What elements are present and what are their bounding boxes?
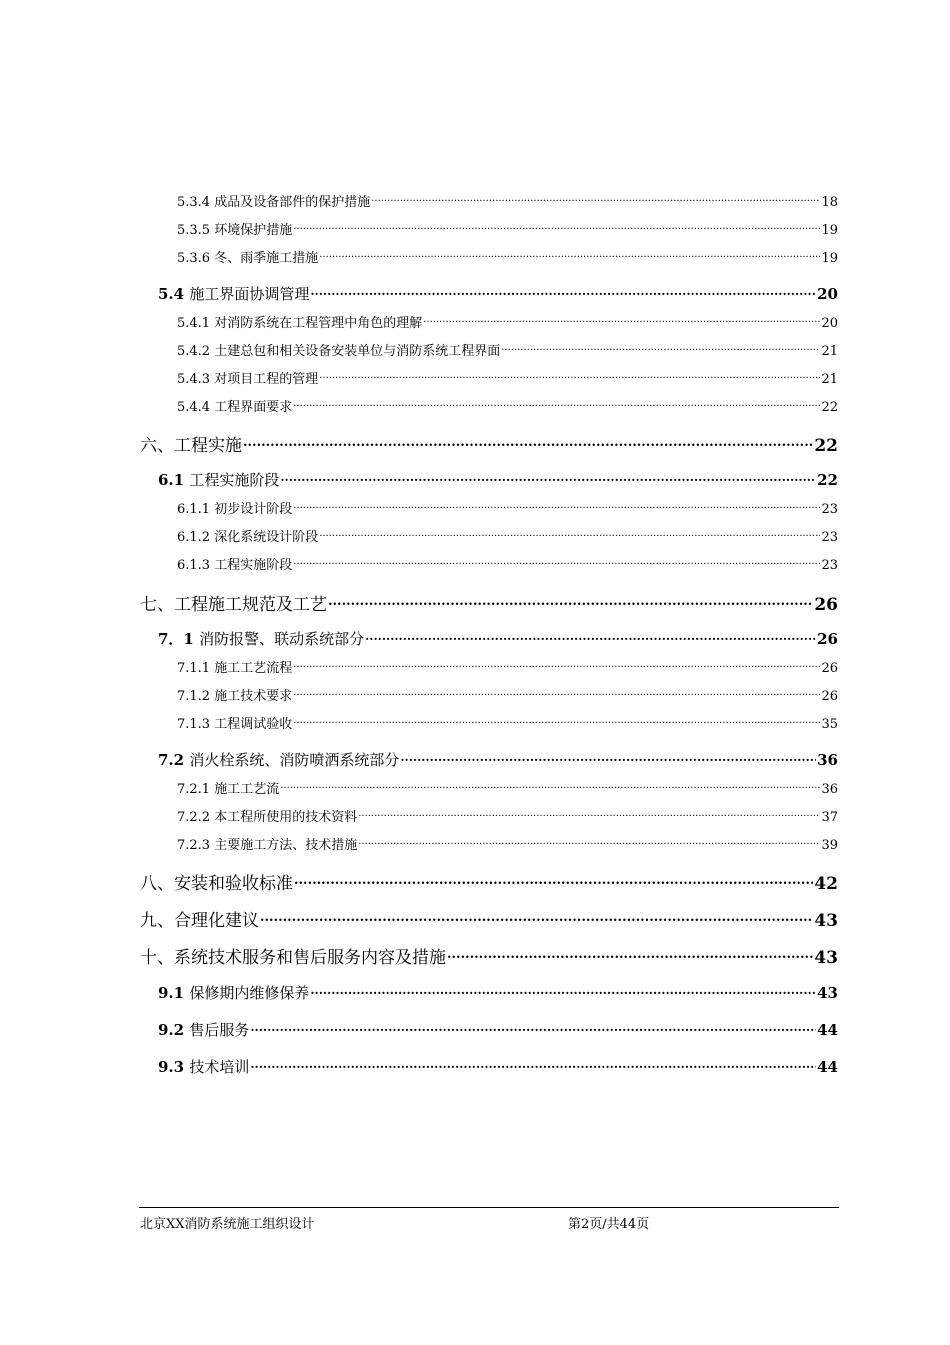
toc-entry[interactable] [158, 283, 838, 303]
toc-leader-dots [293, 499, 820, 513]
toc-entry-page: 26 [814, 595, 838, 615]
toc-entry[interactable] [177, 247, 838, 265]
toc-entry-label: 八、安装和验收标准 [140, 874, 293, 894]
toc-entry-label: 5.4.4 工程界面要求 [177, 400, 293, 415]
toc-entry-label [158, 749, 399, 770]
toc-entry-page: 19 [821, 223, 838, 238]
toc-entry[interactable] [177, 396, 838, 414]
toc-entry[interactable] [177, 778, 838, 796]
toc-entry-title: 保修期内维修保养 [189, 984, 310, 1002]
toc-entry-number: 9.2 [158, 1021, 185, 1039]
toc-entry[interactable] [177, 526, 838, 544]
toc-leader-dots [293, 658, 820, 672]
toc-leader-dots [260, 908, 813, 926]
toc-leader-dots [319, 369, 820, 383]
toc-entry-label: 十、系统技术服务和售后服务内容及措施 [140, 948, 446, 968]
toc-entry-page: 21 [821, 372, 838, 387]
toc-entry-label: 5.4.3 对项目工程的管理 [177, 372, 319, 387]
toc-entry-page: 39 [821, 838, 838, 853]
toc-entry-label: 九、合理化建议 [140, 911, 259, 931]
toc-leader-dots [358, 807, 820, 821]
toc-entry-label: 5.4.1 对消防系统在工程管理中角色的理解 [177, 316, 423, 331]
toc-entry-title: 消防报警、联动系统部分 [199, 630, 365, 648]
toc-entry[interactable] [158, 628, 838, 648]
toc-entry-title: 工程实施阶段 [189, 471, 280, 489]
footer-document-title: 北京XX消防系统施工组织设计 [140, 1217, 315, 1232]
toc-leader-dots [358, 835, 820, 849]
toc-entry-label: 7.2.2 本工程所使用的技术资料 [177, 810, 358, 825]
toc-entry-page: 19 [821, 251, 838, 266]
toc-entry[interactable] [158, 982, 838, 1002]
toc-entry-page: 36 [817, 751, 838, 769]
toc-entry-number: 9.1 [158, 984, 185, 1002]
toc-entry[interactable] [177, 312, 838, 330]
toc-entry-page: 43 [817, 984, 838, 1002]
toc-entry-page: 26 [821, 661, 838, 676]
toc-entry-label: 7.1.2 施工技术要求 [177, 689, 293, 704]
toc-entry-page: 22 [814, 436, 838, 456]
toc-leader-dots [243, 433, 813, 451]
toc-entry[interactable] [177, 191, 838, 209]
toc-entry-page: 21 [821, 344, 838, 359]
toc-entry-page: 37 [821, 810, 838, 825]
toc-entry[interactable] [177, 340, 838, 358]
toc-leader-dots [250, 1019, 816, 1035]
toc-leader-dots [319, 248, 820, 262]
toc-leader-dots [371, 192, 820, 206]
toc-entry-label [158, 1019, 249, 1040]
toc-entry[interactable] [140, 869, 838, 894]
toc-entry[interactable] [140, 906, 838, 931]
toc-leader-dots [423, 313, 820, 327]
toc-entry-label [158, 469, 279, 490]
toc-entry-label: 5.3.4 成品及设备部件的保护措施 [177, 195, 371, 210]
toc-entry-page: 43 [814, 911, 838, 931]
toc-entry[interactable] [177, 685, 838, 703]
toc-entry-label [158, 982, 309, 1003]
toc-entry-label: 6.1.2 深化系统设计阶段 [177, 530, 319, 545]
toc-entry-title: 售后服务 [189, 1021, 250, 1039]
toc-entry-number: 5.4 [158, 285, 185, 303]
toc-entry-title: 消火栓系统、消防喷洒系统部分 [189, 751, 400, 769]
toc-entry-label: 7.1.3 工程调试验收 [177, 717, 293, 732]
toc-entry-number: 9.3 [158, 1058, 185, 1076]
toc-entry-label: 7.2.1 施工工艺流 [177, 782, 280, 797]
toc-entry[interactable] [158, 1019, 838, 1039]
toc-leader-dots [310, 283, 816, 299]
toc-entry-page: 18 [821, 195, 838, 210]
toc-entry[interactable] [177, 713, 838, 731]
toc-entry[interactable] [158, 749, 838, 769]
toc-leader-dots [365, 628, 816, 644]
toc-leader-dots [319, 527, 820, 541]
toc-leader-dots [293, 555, 820, 569]
toc-entry-page: 43 [814, 948, 838, 968]
toc-leader-dots [447, 945, 813, 963]
toc-entry[interactable] [177, 498, 838, 516]
toc-entry[interactable] [158, 1056, 838, 1076]
toc-entry-page: 23 [821, 558, 838, 573]
toc-entry-label: 6.1.1 初步设计阶段 [177, 502, 293, 517]
toc-entry-page: 44 [817, 1021, 838, 1039]
toc-leader-dots [293, 686, 820, 700]
toc-entry-page: 20 [821, 316, 838, 331]
toc-entry-number: 7.2 [158, 751, 185, 769]
toc-entry-label [158, 283, 309, 304]
toc-entry[interactable] [140, 943, 838, 968]
toc-entry[interactable] [158, 469, 838, 489]
toc-leader-dots [293, 220, 820, 234]
toc-entry[interactable] [177, 806, 838, 824]
toc-leader-dots [280, 469, 816, 485]
toc-entry-page: 36 [821, 782, 838, 797]
footer-page-number: 第2页/共44页 [568, 1217, 650, 1232]
toc-leader-dots [400, 749, 816, 765]
toc-entry-page: 35 [821, 717, 838, 732]
toc-entry-label: 5.3.6 冬、雨季施工措施 [177, 251, 319, 266]
toc-entry-title: 施工界面协调管理 [189, 285, 310, 303]
toc-entry-label: 七、工程施工规范及工艺 [140, 595, 327, 615]
toc-entry[interactable] [177, 219, 838, 237]
toc-entry-label [158, 1056, 249, 1077]
toc-entry-page: 23 [821, 530, 838, 545]
toc-entry-page: 26 [821, 689, 838, 704]
toc-leader-dots [328, 592, 813, 610]
footer-divider [139, 1207, 839, 1208]
toc-leader-dots [310, 982, 816, 998]
toc-entry-label: 7.1.1 施工工艺流程 [177, 661, 293, 676]
toc-entry[interactable] [177, 834, 838, 852]
toc-leader-dots [294, 871, 813, 889]
toc-leader-dots [293, 397, 820, 411]
toc-leader-dots [250, 1056, 816, 1072]
toc-entry-label: 5.4.2 土建总包和相关设备安装单位与消防系统工程界面 [177, 344, 501, 359]
toc-entry-page: 26 [817, 630, 838, 648]
toc-entry-number: 6.1 [158, 471, 185, 489]
toc-leader-dots [293, 714, 820, 728]
toc-entry[interactable] [177, 554, 838, 572]
toc-entry-label: 6.1.3 工程实施阶段 [177, 558, 293, 573]
toc-entry-page: 22 [821, 400, 838, 415]
toc-entry[interactable] [177, 368, 838, 386]
toc-entry-page: 20 [817, 285, 838, 303]
toc-leader-dots [501, 341, 820, 355]
toc-entry-label: 5.3.5 环境保护措施 [177, 223, 293, 238]
toc-entry[interactable] [140, 590, 838, 615]
toc-entry-page: 44 [817, 1058, 838, 1076]
toc-entry-page: 23 [821, 502, 838, 517]
toc-entry-title: 技术培训 [189, 1058, 250, 1076]
toc-entry[interactable] [177, 657, 838, 675]
toc-entry-label: 7.2.3 主要施工方法、技术措施 [177, 838, 358, 853]
toc-leader-dots [280, 779, 820, 793]
toc-entry-page: 22 [817, 471, 838, 489]
toc-entry[interactable] [140, 431, 838, 456]
toc-entry-page: 42 [814, 874, 838, 894]
toc-entry-label [158, 628, 364, 649]
toc-entry-number: 7．1 [158, 630, 194, 648]
toc-entry-label: 六、工程实施 [140, 436, 242, 456]
